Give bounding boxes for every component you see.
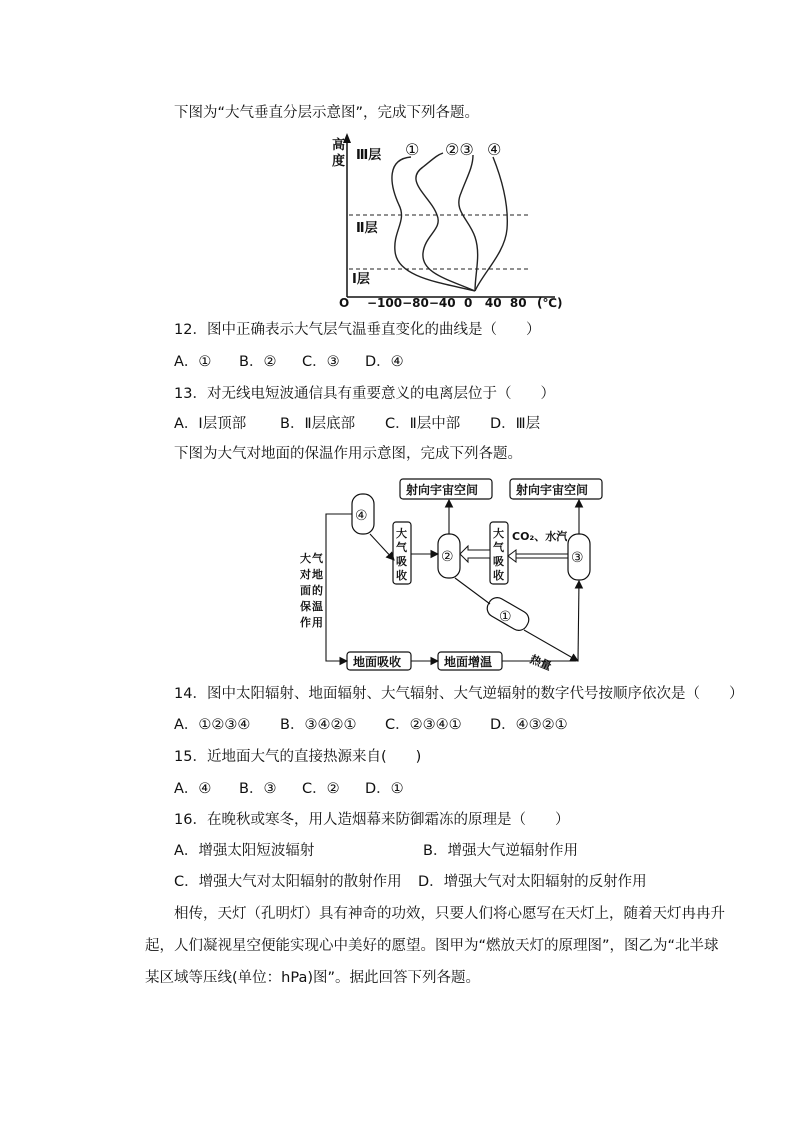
q12-option-c[interactable]: C．③ (302, 354, 340, 370)
node-1-label: ① (499, 609, 512, 625)
curve-1 (392, 157, 475, 291)
q15-option-d[interactable]: D．① (365, 781, 404, 797)
q15-option-a[interactable]: A．④ (174, 781, 212, 797)
curve-1-label: ① (405, 140, 420, 159)
q14-option-c[interactable]: C．②③④① (385, 717, 462, 733)
absorb-right-char-2: 气 (493, 541, 504, 554)
arrow-loop-to-ground (326, 514, 352, 661)
q12-option-b[interactable]: B．② (239, 354, 277, 370)
side-char-5: 面 (300, 584, 311, 597)
x-unit-label: (℃) (537, 296, 563, 309)
ground-warm-label: 地面增温 (444, 655, 493, 669)
curve-4 (475, 157, 507, 291)
intro-text-2: 下图为大气对地面的保温作用示意图，完成下列各题。 (174, 446, 522, 462)
y-axis-label-2: 度 (332, 154, 346, 169)
curve-3 (459, 155, 478, 291)
co2-label: CO₂、水汽 (512, 530, 568, 543)
absorb-right-char-4: 收 (493, 569, 504, 582)
question-13-stem: 13．对无线电短波通信具有重要意义的电离层位于（ ） (174, 386, 555, 402)
layer-3-label: Ⅲ层 (356, 148, 382, 163)
absorb-left-char-2: 气 (396, 541, 407, 554)
q13-option-a[interactable]: A．Ⅰ层顶部 (174, 416, 247, 432)
node-3-label: ③ (571, 550, 584, 566)
q14-option-d[interactable]: D．④③②① (490, 717, 568, 733)
question-15-stem: 15．近地面大气的直接热源来自( ) (174, 749, 422, 765)
q13-option-c[interactable]: C．Ⅱ层中部 (385, 416, 461, 432)
absorb-right-char-1: 大 (493, 527, 504, 540)
arrow-head-3-to-absorb (508, 550, 516, 562)
q14-option-a[interactable]: A．①②③④ (174, 717, 251, 733)
q13-option-b[interactable]: B．Ⅱ层底部 (280, 416, 356, 432)
origin-label: O (339, 296, 350, 309)
absorb-right-char-3: 吸 (493, 555, 504, 568)
q12-option-a[interactable]: A．① (174, 354, 212, 370)
q13-option-d[interactable]: D．Ⅲ层 (490, 416, 541, 432)
arrow-corner-to-3 (578, 581, 579, 661)
question-16-stem: 16．在晚秋或寒冬，用人造烟幕来防御霜冻的原理是（ ） (174, 812, 570, 828)
curve-23-label: ②③ (445, 140, 474, 159)
side-char-1: 大 (300, 552, 311, 565)
q16-option-d[interactable]: D．增强大气对太阳辐射的反射作用 (418, 874, 647, 890)
space-label-right: 射向宇宙空间 (516, 483, 589, 497)
heat-label: 热量 (528, 652, 554, 673)
side-char-4: 地 (312, 568, 323, 581)
question-14-stem: 14．图中太阳辐射、地面辐射、大气辐射、大气逆辐射的数字代号按顺序依次是（ ） (174, 686, 744, 702)
absorb-left-char-1: 大 (396, 527, 407, 540)
line-2-to-1 (455, 578, 490, 604)
q12-option-d[interactable]: D．④ (365, 354, 404, 370)
side-char-8: 温 (312, 600, 323, 613)
q15-option-b[interactable]: B．③ (239, 781, 277, 797)
arrow-4-to-absorb (370, 534, 394, 560)
intro-text-1: 下图为“大气垂直分层示意图”，完成下列各题。 (174, 105, 480, 121)
q16-option-a[interactable]: A．增强太阳短波辐射 (174, 843, 315, 859)
node-2-label: ② (441, 549, 454, 565)
space-label-left: 射向宇宙空间 (406, 483, 479, 497)
arrow-absorb-to-2-hollow (460, 546, 490, 562)
side-char-3: 对 (300, 568, 311, 581)
side-char-10: 用 (312, 616, 323, 629)
x-tick-labels: −100−80−40 0 40 80 (367, 296, 527, 309)
layer-1-label: Ⅰ层 (352, 272, 370, 287)
node-4-label: ④ (355, 508, 368, 524)
side-char-9: 作 (300, 616, 311, 629)
side-char-2: 气 (312, 552, 323, 565)
question-12-stem: 12．图中正确表示大气层气温垂直变化的曲线是（ ） (174, 322, 541, 338)
passage-text: 相传，天灯（孔明灯）具有神奇的功效，只要人们将心愿写在天灯上，随着天灯冉冉升起，人们凝视星空便能实现心中美好的愿望。图甲为“燃放天灯的原理图”，图乙为“北半球某区域等压线(单位：hPa)图”。据此回答下列各题。 (145, 906, 725, 986)
passage-paragraph (145, 898, 725, 994)
ground-absorb-label: 地面吸收 (353, 655, 402, 669)
q16-option-b[interactable]: B．增强大气逆辐射作用 (423, 843, 578, 859)
greenhouse-effect-diagram (290, 474, 620, 674)
y-axis-label-1: 高 (332, 138, 346, 153)
absorb-left-char-4: 收 (396, 569, 407, 582)
absorb-left-char-3: 吸 (396, 555, 407, 568)
layer-2-label: Ⅱ层 (356, 221, 378, 236)
curve-2 (416, 153, 475, 291)
side-char-7: 保 (300, 600, 311, 613)
q16-option-c[interactable]: C．增强大气对太阳辐射的散射作用 (174, 874, 402, 890)
side-char-6: 的 (312, 584, 323, 597)
curve-4-label: ④ (487, 140, 502, 159)
q14-option-b[interactable]: B．③④②① (280, 717, 357, 733)
atmosphere-layers-diagram (325, 133, 570, 309)
q15-option-c[interactable]: C．② (302, 781, 340, 797)
